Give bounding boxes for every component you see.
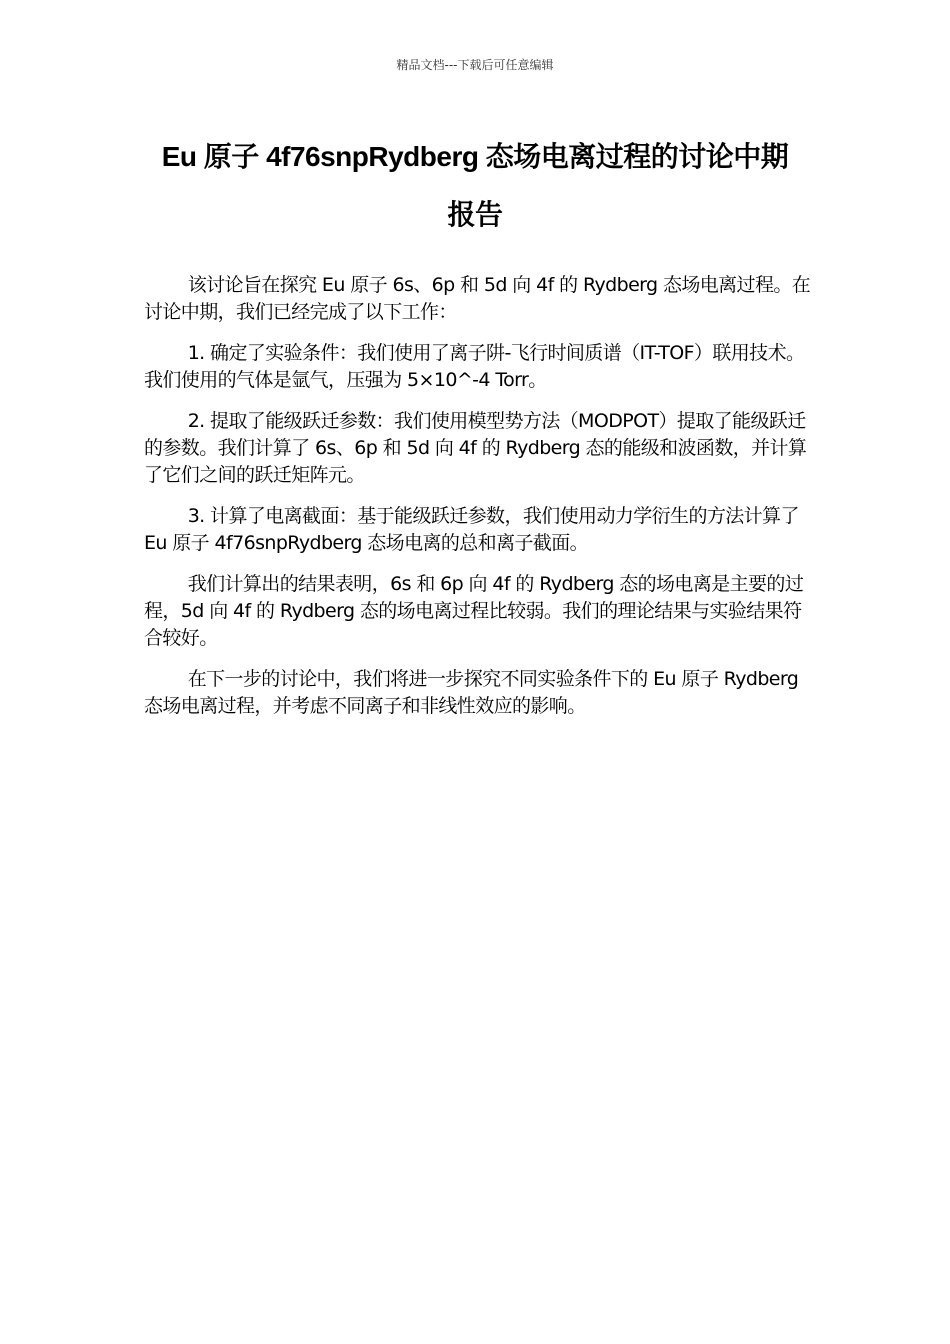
document-title-line-2: 报告 (447, 199, 503, 230)
item-1-paragraph: 1. 确定了实验条件：我们使用了离子阱-飞行时间质谱（IT-TOF）联用技术。我们使用的气体是氩气，压强为 5×10^-4 Torr。 (144, 342, 805, 391)
item-3-paragraph: 3. 计算了电离截面：基于能级跃迁参数，我们使用动力学衍生的方法计算了 Eu 原子 4f76snpRydberg 态场电离的总和离子截面。 (144, 505, 799, 554)
document-title-line-1: Eu 原子 4f76snpRydberg 态场电离过程的讨论中期 (161, 141, 789, 172)
page-header-watermark: 精品文档---下载后可任意编辑 (396, 58, 554, 72)
document-title (130, 128, 820, 244)
next-steps-paragraph: 在下一步的讨论中，我们将进一步探究不同实验条件下的 Eu 原子 Rydberg 态场电离过程，并考虑不同离子和非线性效应的影响。 (144, 668, 799, 717)
item-2-paragraph: 2. 提取了能级跃迁参数：我们使用模型势方法（MODPOT）提取了能级跃迁的参数。我们计算了 6s、6p 和 5d 向 4f 的 Rydberg 态的能级和波函数，并计算了它们之间的跃迁矩阵元。 (144, 410, 807, 486)
results-paragraph: 我们计算出的结果表明，6s 和 6p 向 4f 的 Rydberg 态的场电离是主要的过程，5d 向 4f 的 Rydberg 态的场电离过程比较弱。我们的理论结果与实验结果符合较好。 (144, 573, 804, 649)
intro-paragraph: 该讨论旨在探究 Eu 原子 6s、6p 和 5d 向 4f 的 Rydberg 态场电离过程。在讨论中期，我们已经完成了以下工作： (144, 274, 811, 323)
document-body (144, 272, 812, 734)
